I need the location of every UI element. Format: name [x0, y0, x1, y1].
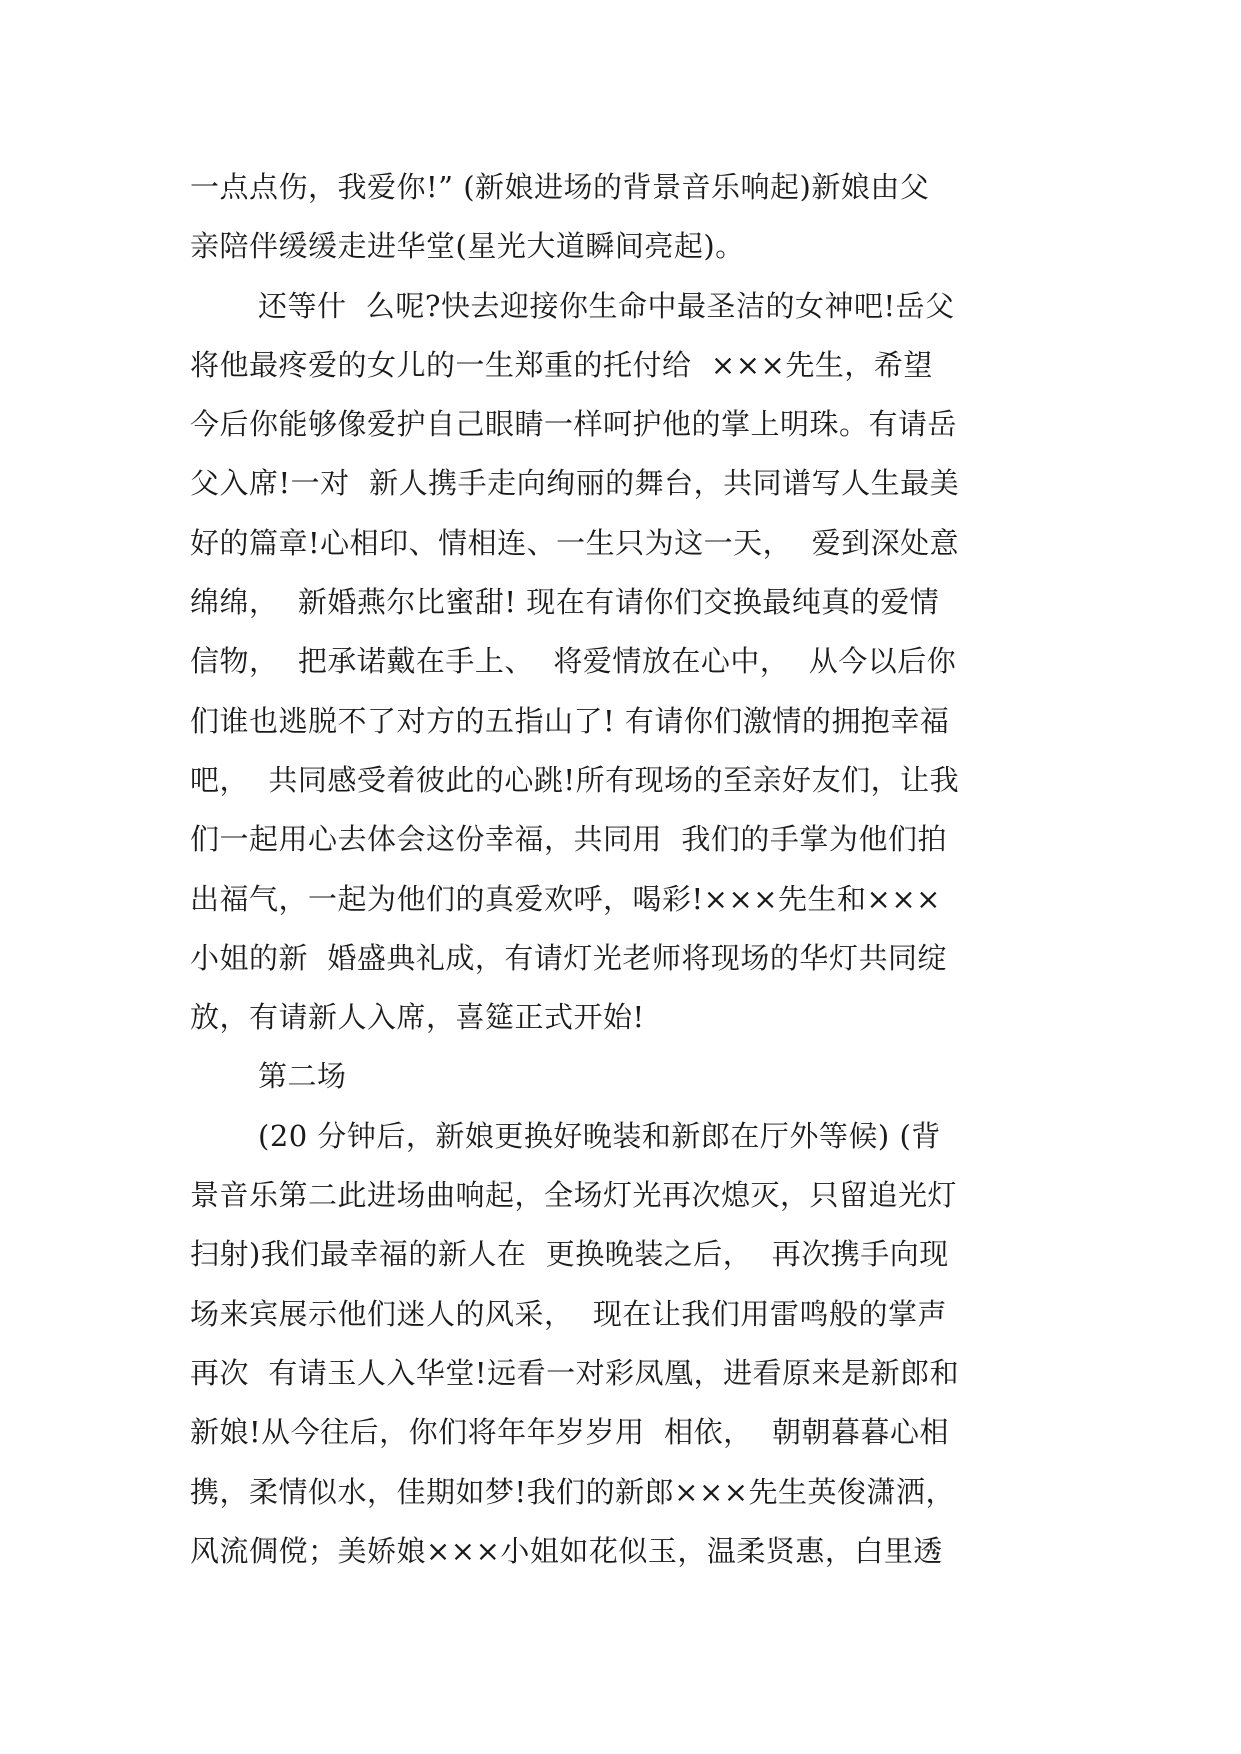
text-line: 携，柔情似水，佳期如梦!我们的新郎×××先生英俊潇洒， [190, 1474, 956, 1509]
text-line: 风流倜傥；美娇娘×××小姐如花似玉，温柔贤惠，白里透 [190, 1533, 943, 1568]
text-line: 小姐的新 婚盛典礼成，有请灯光老师将现场的华灯共同绽 [190, 940, 947, 975]
text-line: 景音乐第二此进场曲响起，全场灯光再次熄灭，只留追光灯 [190, 1178, 958, 1213]
text-line: 今后你能够像爱护自己眼睛一样呵护他的掌上明珠。有请岳 [190, 407, 958, 442]
text-line: 扫射)我们最幸福的新人在 更换晚装之后， 再次携手向现 [190, 1237, 949, 1272]
text-line: 亲陪伴缓缓走进华堂(星光大道瞬间亮起)。 [190, 229, 745, 264]
text-line: 场来宾展示他们迷人的风采， 现在让我们用雷鸣般的掌声 [190, 1296, 947, 1331]
text-line: 好的篇章!心相印、情相连、一生只为这一天， 爱到深处意 [190, 525, 960, 560]
text-line: 绵绵， 新婚燕尔比蜜甜! 现在有请你们交换最纯真的爱情 [190, 585, 940, 620]
text-line: 新娘!从今往后，你们将年年岁岁用 相依， 朝朝暮暮心相 [190, 1415, 950, 1450]
section-heading: 第二场 [258, 1059, 347, 1094]
text-line: 父入席!一对 新人携手走向绚丽的舞台，共同谱写人生最美 [190, 466, 960, 501]
text-line: 信物， 把承诺戴在手上、 将爱情放在心中， 从今以后你 [190, 644, 957, 679]
body-text [190, 158, 1060, 1581]
paragraph-start-line: (20 分钟后，新娘更换好晚装和新郎在厅外等候) (背 [258, 1118, 941, 1153]
text-line: 将他最疼爱的女儿的一生郑重的托付给 ×××先生，希望 [190, 347, 933, 382]
text-line: 们谁也逃脱不了对方的五指山了! 有请你们激情的拥抱幸福 [190, 703, 950, 738]
text-line: 吧， 共同感受着彼此的心跳!所有现场的至亲好友们，让我 [190, 762, 960, 797]
text-line: 放，有请新人入席，喜筵正式开始! [190, 1000, 645, 1035]
paragraph-start-line: 还等什 么呢?快去迎接你生命中最圣洁的女神吧!岳父 [258, 288, 955, 323]
text-line: 一点点伤，我爱你!” (新娘进场的背景音乐响起)新娘由父 [190, 170, 930, 204]
text-line: 再次 有请玉人入华堂!远看一对彩凤凰，进看原来是新郎和 [190, 1355, 960, 1390]
text-line: 出福气，一起为他们的真爱欢呼，喝彩!×××先生和××× [190, 881, 941, 916]
text-line: 们一起用心去体会这份幸福，共同用 我们的手掌为他们拍 [190, 822, 947, 857]
